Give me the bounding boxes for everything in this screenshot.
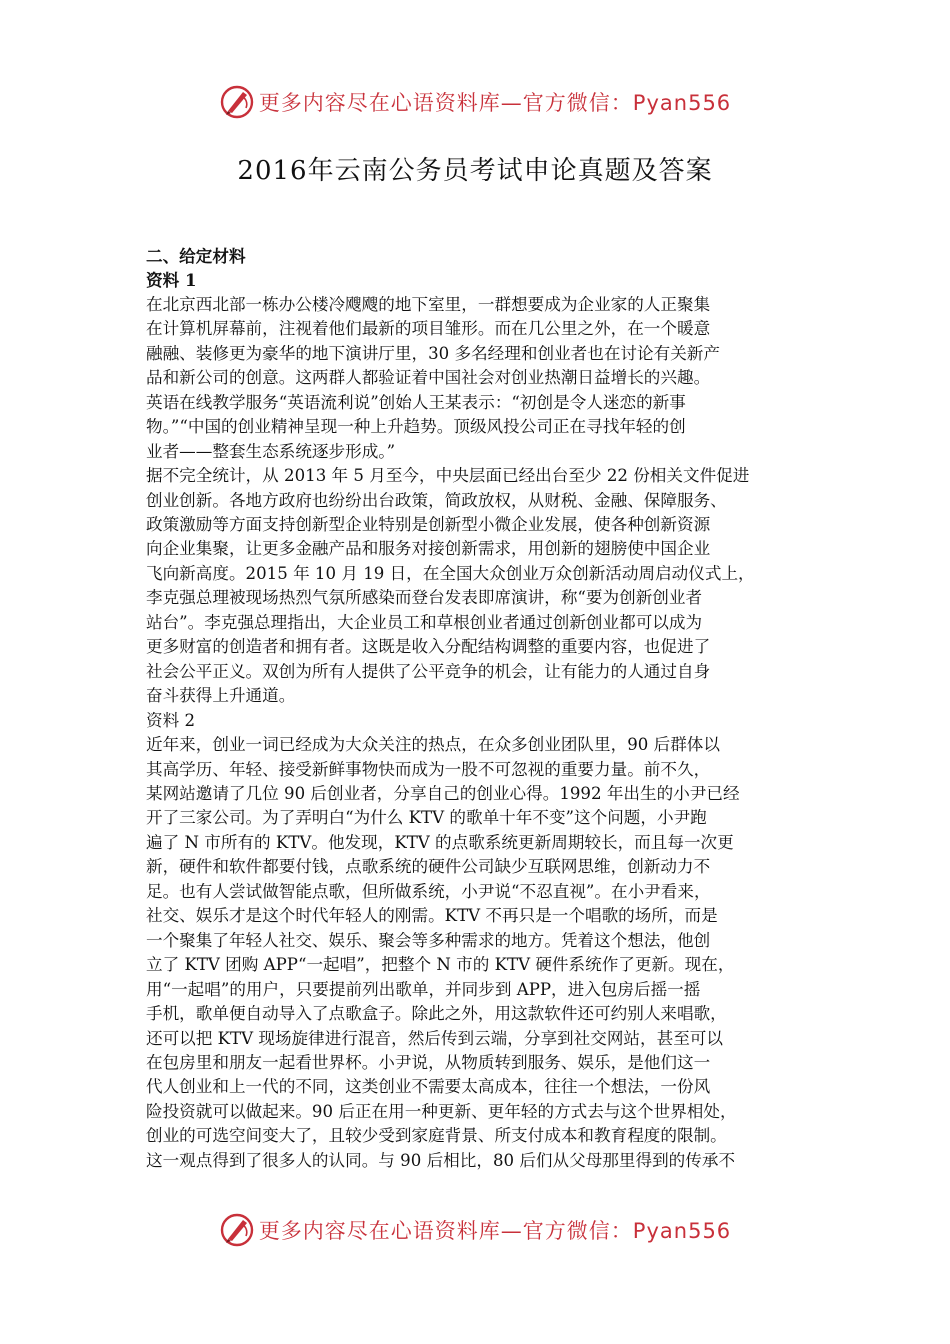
text-line: 物。”“中国的创业精神呈现一种上升趋势。顶级风投公司正在寻找年轻的创 [146,417,686,437]
text-line: 近年来，创业一词已经成为大众关注的热点，在众多创业团队里，90 后群体以 [146,735,720,755]
text-line: 奋斗获得上升通道。 [146,686,296,706]
watermark-text: 更多内容尽在心语资料库—官方微信：Pyan556 [258,1219,732,1243]
text-line: 社会公平正义。双创为所有人提供了公平竞争的机会，让有能力的人通过自身 [146,661,711,681]
header-watermark-banner [0,82,950,122]
text-line: 站台”。李克强总理指出，大企业员工和草根创业者通过创新创业都可以成为 [146,612,703,632]
text-line: 足。也有人尝试做智能点歌，但所做系统，小尹说“不忍直视”。在小尹看来， [146,881,711,901]
pen-brush-logo-icon [219,1212,255,1248]
text-line: 某网站邀请了几位 90 后创业者，分享自己的创业心得。1992 年出生的小尹已经 [146,783,740,803]
text-line: 在包房里和朋友一起看世界杯。小尹说，从物质转到服务、娱乐，是他们这一 [146,1052,711,1072]
text-line: 业者——整套生态系统逐步形成。” [146,441,396,461]
text-line: 代人创业和上一代的不同，这类创业不需要太高成本，往往一个想法，一份风 [146,1077,711,1097]
watermark-text: 更多内容尽在心语资料库—官方微信：Pyan556 [258,91,732,115]
text-line: 创业创新。各地方政府也纷纷出台政策，简政放权，从财税、金融、保障服务、 [146,490,727,510]
text-line: 向企业集聚，让更多金融产品和服务对接创新需求，用创新的翅膀使中国企业 [146,539,711,559]
document-body [146,244,814,1173]
footer-watermark-banner [0,1210,950,1250]
document-title: 2016年云南公务员考试申论真题及答案 [237,156,713,186]
text-line: 飞向新高度。2015 年 10 月 19 日，在全国大众创业万众创新活动周启动仪式上， [146,563,755,583]
text-line: 政策激励等方面支持创新型企业特别是创新型小微企业发展，使各种创新资源 [146,514,711,534]
text-line: 手机，歌单便自动导入了点歌盒子。除此之外，用这款软件还可约别人来唱歌， [146,1004,727,1024]
text-line: 英语在线教学服务“英语流利说”创始人王某表示：“初创是令人迷恋的新事 [146,392,686,412]
text-line: 其高学历、年轻、接受新鲜事物快而成为一股不可忽视的重要力量。前不久， [146,759,711,779]
text-line: 更多财富的创造者和拥有者。这既是收入分配结构调整的重要内容，也促进了 [146,637,711,657]
text-line: 开了三家公司。为了弄明白“为什么 KTV 的歌单十年不变”这个问题，小尹跑 [146,808,707,828]
text-line: 在计算机屏幕前，注视着他们最新的项目雏形。而在几公里之外，在一个暖意 [146,319,711,339]
pen-brush-logo-icon [219,84,255,120]
section-heading: 资料 1 [146,270,197,291]
text-line: 遍了 N 市所有的 KTV。他发现，KTV 的点歌系统更新周期较长，而且每一次更 [146,832,734,852]
text-line: 李克强总理被现场热烈气氛所感染而登台发表即席演讲，称“要为创新创业者 [146,588,703,608]
text-line: 新，硬件和软件都要付钱，点歌系统的硬件公司缺少互联网思维，创新动力不 [146,857,711,877]
text-line: 创业的可选空间变大了，且较少受到家庭背景、所支付成本和教育程度的限制。 [146,1126,727,1146]
text-line: 据不完全统计，从 2013 年 5 月至今，中央层面已经出台至少 22 份相关文件促进 [146,466,750,486]
text-line: 还可以把 KTV 现场旋律进行混音，然后传到云端，分享到社交网站，甚至可以 [146,1028,723,1048]
text-line: 险投资就可以做起来。90 后正在用一种更新、更年轻的方式去与这个世界相处， [146,1101,737,1121]
text-line: 这一观点得到了很多人的认同。与 90 后相比，80 后们从父母那里得到的传承不 [146,1150,736,1170]
text-line: 社交、娱乐才是这个时代年轻人的刚需。KTV 不再只是一个唱歌的场所，而是 [146,906,718,926]
text-line: 在北京西北部一栋办公楼冷飕飕的地下室里，一群想要成为企业家的人正聚集 [146,294,711,314]
text-line: 用“一起唱”的用户，只要提前列出歌单，并同步到 APP，进入包房后摇一摇 [146,979,701,999]
text-line: 一个聚集了年轻人社交、娱乐、聚会等多种需求的地方。凭着这个想法，他创 [146,930,711,950]
text-line: 融融、装修更为豪华的地下演讲厅里，30 多名经理和创业者也在讨论有关新产 [146,343,720,363]
section-heading: 二、给定材料 [146,246,246,266]
text-line: 资料 2 [146,710,196,730]
text-line: 品和新公司的创意。这两群人都验证着中国社会对创业热潮日益增长的兴趣。 [146,368,711,388]
text-line: 立了 KTV 团购 APP“一起唱”，把整个 N 市的 KTV 硬件系统作了更新。现在， [146,955,735,975]
